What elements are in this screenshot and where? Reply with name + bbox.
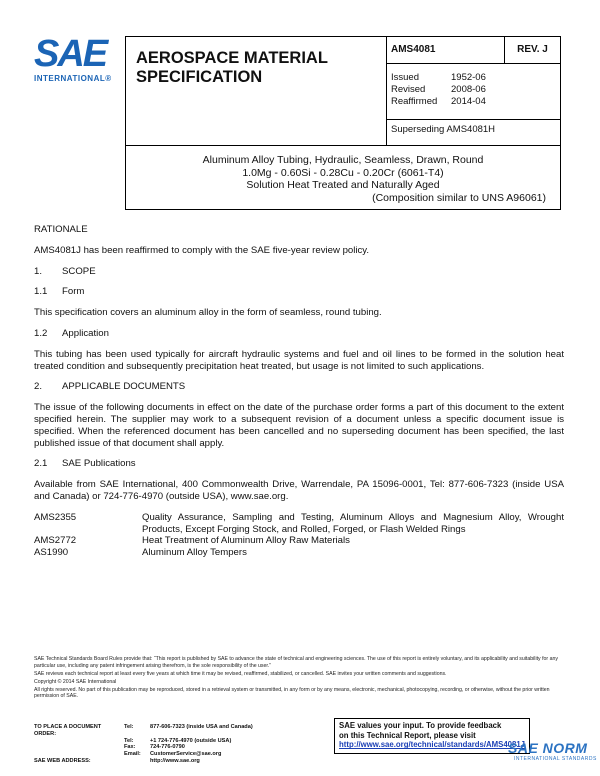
section-title: Form	[62, 286, 85, 298]
footer-review-text: SAE reviews each technical report at least every five years at which time it may be revised, reaffirmed, stabilized, or cancelled. SAE invites your written comments and suggestions.	[34, 670, 447, 677]
spec-subject	[126, 145, 560, 209]
revised-value: 2008-06	[451, 84, 486, 95]
section-1-2-text: This tubing has been used typically for aircraft hydraulic systems and fuel and oil lines to be formed in the solution heat treated condition and subsequently precipitation heat treated, but usage is not limited to such applications.	[34, 348, 564, 372]
reference-description: Quality Assurance, Sampling and Testing, Aluminum Alloys and Magnesium Alloy, Wrought Products, Except Forging Stock, and Rolled, Forged, or Flash Welded Rings	[142, 511, 564, 535]
order-label: TO PLACE A DOCUMENT ORDER:	[34, 724, 102, 737]
section-number: 2.1	[34, 458, 48, 470]
section-number: 2.	[34, 381, 43, 393]
rationale-heading: RATIONALE	[34, 224, 88, 235]
reference-code: AS1990	[34, 547, 69, 559]
logo-mark: SAE	[34, 33, 107, 75]
reference-description: Heat Treatment of Aluminum Alloy Raw Materials	[142, 535, 350, 547]
section-1-1-text: This specification covers an aluminum alloy in the form of seamless, round tubing.	[34, 307, 382, 319]
web-label: SAE WEB ADDRESS:	[34, 757, 91, 764]
sae-norm-watermark-sub: INTERNATIONAL STANDARDS	[514, 756, 597, 762]
section-title: APPLICABLE DOCUMENTS	[62, 381, 186, 393]
footer-rights-text: All rights reserved. No part of this publication may be reproduced, stored in a retrieval system or transmitted, in any form or by any means, electronic, mechanical, photocopying, recording, or otherwise, without the prior written permission of SAE.	[34, 686, 550, 700]
feedback-link[interactable]: http://www.sae.org/technical/standards/AMS4081J	[339, 740, 526, 750]
spec-title-line1: AEROSPACE MATERIAL	[136, 49, 328, 67]
section-2-1-heading	[34, 458, 564, 470]
section-1-2-heading	[34, 328, 564, 340]
order-contact-block	[34, 724, 253, 765]
footer-rules-text: SAE Technical Standards Board Rules provide that: “This report is published by SAE to advance the state of technical and engineering sciences. The use of this report is entirely voluntary, and its applicability and suitability for any particular use, including any patent infringement arising therefrom, is the sole responsibility of the user.”	[34, 656, 558, 669]
email-label: Email:	[124, 751, 141, 758]
issued-value: 1952-06	[451, 72, 486, 83]
section-title: SCOPE	[62, 265, 96, 277]
tel-outside: +1 724-776-4970 (outside USA)	[150, 737, 232, 744]
section-number: 1.2	[34, 327, 48, 339]
reference-code: AMS2772	[34, 535, 77, 547]
reaffirmed-value: 2014-04	[451, 96, 486, 107]
web-address[interactable]: http://www.sae.org	[150, 757, 200, 764]
document-body	[34, 224, 564, 559]
sae-norm-watermark: SAE NORM	[508, 740, 588, 756]
reference-code: AMS2355	[34, 511, 77, 523]
sae-logo	[34, 33, 112, 83]
section-title: SAE Publications	[62, 458, 136, 470]
reaffirmed-label: Reaffirmed	[391, 96, 438, 107]
subject-line-4: (Composition similar to UNS A96061)	[372, 191, 546, 204]
subject-line-2: 1.0Mg - 0.60Si - 0.28Cu - 0.20Cr (6061-T4)	[242, 166, 444, 179]
tel-inside: 877-606-7323 (inside USA and Canada)	[150, 724, 253, 730]
feedback-line-2: on this Technical Report, please visit	[339, 730, 476, 740]
logo-subtitle: INTERNATIONAL®	[34, 74, 112, 83]
feedback-line-1: SAE values your input. To provide feedback	[339, 721, 502, 730]
reference-list	[34, 512, 564, 559]
fax-label: Fax:	[124, 744, 136, 751]
section-1-1-heading	[34, 286, 564, 298]
reference-description: Aluminum Alloy Tempers	[142, 547, 247, 559]
subject-line-1: Aluminum Alloy Tubing, Hydraulic, Seamless, Drawn, Round	[202, 154, 484, 166]
section-1-heading	[34, 266, 564, 278]
spec-title-line2: SPECIFICATION	[136, 68, 263, 86]
rationale-text: AMS4081J has been reaffirmed to comply with the SAE five-year review policy.	[34, 244, 370, 256]
section-title: Application	[62, 327, 109, 339]
issued-label: Issued	[391, 72, 419, 83]
reference-item	[34, 512, 564, 536]
footer-copyright: Copyright © 2014 SAE International	[34, 678, 117, 685]
tel-label: Tel:	[124, 737, 134, 744]
section-2-1-text: Available from SAE International, 400 Commonwealth Drive, Warrendale, PA 15096-0001, Tel: 877-606-7323 (inside USA and Canada) or 724-776-4970 (outside USA), www.sae.org.	[34, 479, 564, 502]
reference-item	[34, 547, 564, 559]
spec-title	[126, 37, 387, 145]
spec-header	[125, 36, 561, 210]
feedback-box	[334, 718, 530, 754]
tel-label: Tel:	[124, 724, 134, 730]
subject-line-3: Solution Heat Treated and Naturally Aged	[246, 179, 440, 191]
legal-footer	[34, 656, 574, 702]
section-2-text: The issue of the following documents in effect on the date of the purchase order forms a part of this document to the extent specified herein. The supplier may work to a subsequent revision of a document unless a specific document issue is specified. When the referenced document has been cancelled and no superseding document has been specified, the last published issue of that document shall apply.	[34, 402, 564, 449]
fax-number: 724-776-0790	[150, 744, 185, 751]
revision-label: REV. J	[517, 44, 548, 55]
document-number: AMS4081	[387, 37, 505, 63]
revised-label: Revised	[391, 84, 426, 95]
section-number: 1.1	[34, 286, 48, 298]
superseding-note: Superseding AMS4081H	[391, 124, 496, 135]
section-2-heading	[34, 381, 564, 393]
section-number: 1.	[34, 265, 43, 277]
date-block	[387, 64, 560, 120]
email-address[interactable]: CustomerService@sae.org	[150, 751, 222, 758]
reference-item	[34, 535, 564, 547]
